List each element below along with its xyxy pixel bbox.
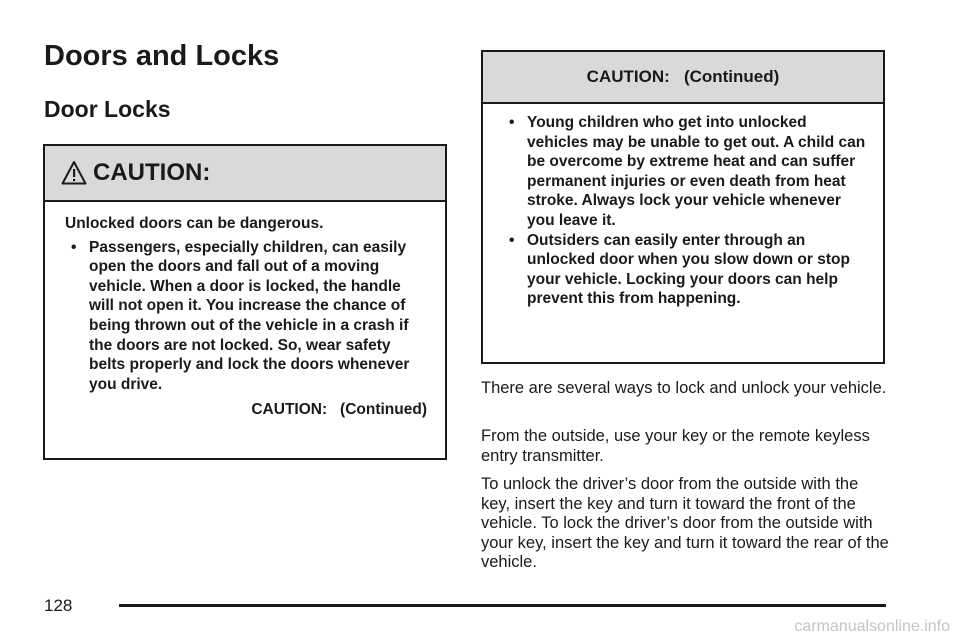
caution-bullet xyxy=(503,231,871,309)
warning-triangle-icon xyxy=(61,160,87,186)
caution-intro: Unlocked doors can be dangerous. xyxy=(65,215,324,232)
bullet-text: Outsiders can easily enter through an unlocked door when you slow down or stop your vehicle. Locking your doors can help prevent this from happening. xyxy=(527,231,850,308)
bullet-text: Passengers, especially children, can easily open the doors and fall out of a moving vehicle. When a door is locked, the handle will not open it. You increase the chance of being thrown out of the vehicle in a crash if the doors are not locked. So, wear safety belts properly and lock the doors whenever you drive. xyxy=(89,238,410,393)
watermark: carmanualsonline.info xyxy=(794,618,950,635)
caution-continued-box xyxy=(481,50,885,364)
bullet-dot: • xyxy=(509,231,515,249)
page-number: 128 xyxy=(44,596,73,615)
body-paragraph: To unlock the driver’s door from the outside with the key, insert the key and turn it toward the front of the vehicle. To lock the driver’s door from the outside with your key, insert the key and turn it toward the rear of the vehicle. xyxy=(481,475,889,572)
caution-title: CAUTION: xyxy=(93,159,211,186)
caution-bullet xyxy=(503,113,871,231)
caution-box xyxy=(43,144,447,460)
body-paragraph: There are several ways to lock and unlock your vehicle. xyxy=(481,379,887,397)
section-heading: Door Locks xyxy=(44,96,171,122)
bullet-dot: • xyxy=(509,114,515,131)
caution-continued-bullet-list xyxy=(503,113,871,309)
bullet-dot: • xyxy=(71,238,77,256)
footer-rule xyxy=(119,604,886,607)
caution-continued-body xyxy=(483,104,883,309)
caution-bullet xyxy=(65,238,429,395)
caution-continued-note: CAUTION: (Continued) xyxy=(251,401,427,419)
caution-continued-header: CAUTION: (Continued) xyxy=(483,52,883,104)
caution-box-body xyxy=(45,202,445,420)
body-paragraph: From the outside, use your key or the remote keyless entry transmitter. xyxy=(481,427,870,465)
caution-box-header xyxy=(45,146,445,202)
page-heading: Doors and Locks xyxy=(44,40,280,72)
bullet-text: Young children who get into unlocked vehicles may be unable to get out. A child can be overcome by extreme heat and can suffer permanent injuries or even death from heat stroke. Always lock your vehicle whenever you leave it. xyxy=(527,114,866,229)
caution-bullet-list xyxy=(65,238,429,395)
